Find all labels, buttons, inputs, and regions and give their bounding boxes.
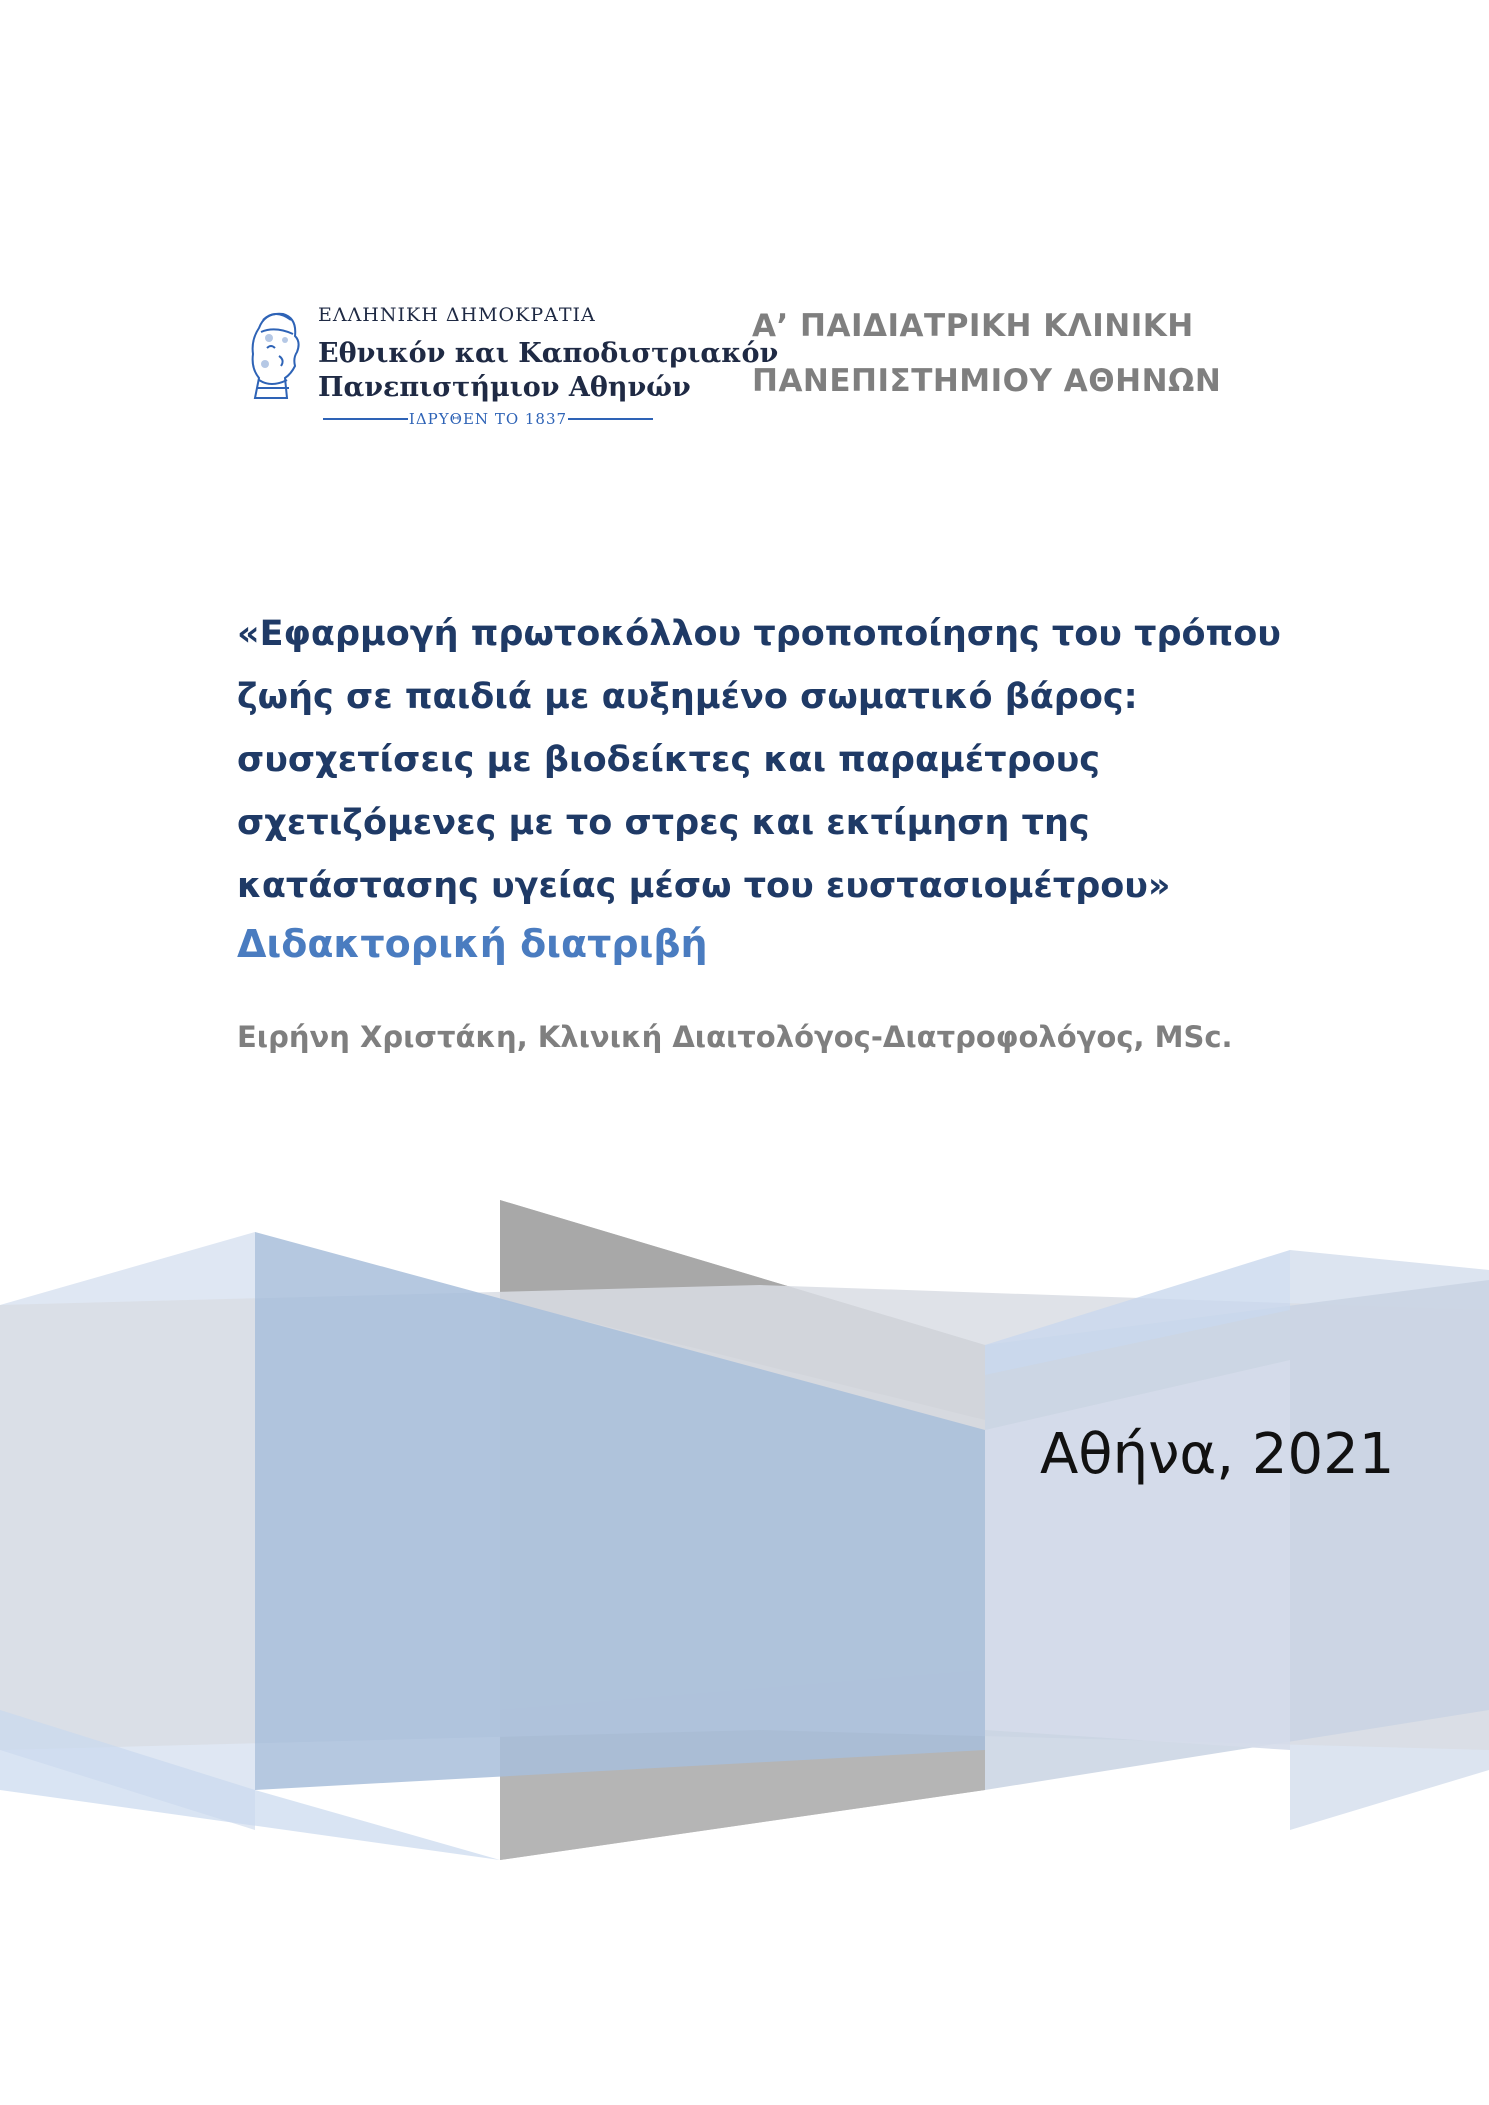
thesis-title-line: συσχετίσεις με βιοδείκτες και παραμέτρους: [237, 740, 1101, 780]
thesis-title-line: σχετιζόμενες με το στρες και εκτίμηση της: [237, 803, 1090, 843]
logo-rule-right: [568, 418, 653, 420]
thesis-title-line: «Εφαρμογή πρωτοκόλλου τροποποίησης του τρόπου: [237, 614, 1281, 654]
logo-founded-rule: [323, 410, 653, 426]
document-type: Διδακτορική διατριβή: [237, 922, 708, 966]
athena-head-icon: [245, 308, 305, 403]
author-line: Ειρήνη Χριστάκη, Κλινική Διαιτολόγος-Διατροφολόγος, MSc.: [237, 1020, 1233, 1054]
thesis-title-line: κατάστασης υγείας μέσω του ευστασιομέτρου»: [237, 866, 1171, 906]
university-logo: [245, 300, 779, 430]
thesis-title: [237, 603, 1297, 918]
logo-university-name: Εθνικόν και Καποδιστριακόν: [318, 338, 779, 369]
logo-country-text: ΕΛΛΗΝΙΚΗ ΔΗΜΟΚΡΑΤΙΑ: [318, 304, 596, 326]
thesis-title-line: ζωής σε παιδιά με αυξημένο σωματικό βάρος:: [237, 677, 1138, 717]
clinic-name-line1: Α’ ΠΑΙΔΙΑΤΡΙΚΗ ΚΛΙΝΙΚΗ: [752, 308, 1194, 344]
decorative-banner: [0, 1190, 1489, 1870]
place-date: Αθήνα, 2021: [1040, 1422, 1395, 1487]
clinic-name-line2: ΠΑΝΕΠΙΣΤΗΜΙΟΥ ΑΘΗΝΩΝ: [752, 363, 1222, 399]
logo-founded-text: ΙΔΡΥΘΕΝ ΤΟ 1837: [408, 410, 568, 428]
logo-university-city: Πανεπιστήμιον Αθηνών: [318, 372, 691, 403]
